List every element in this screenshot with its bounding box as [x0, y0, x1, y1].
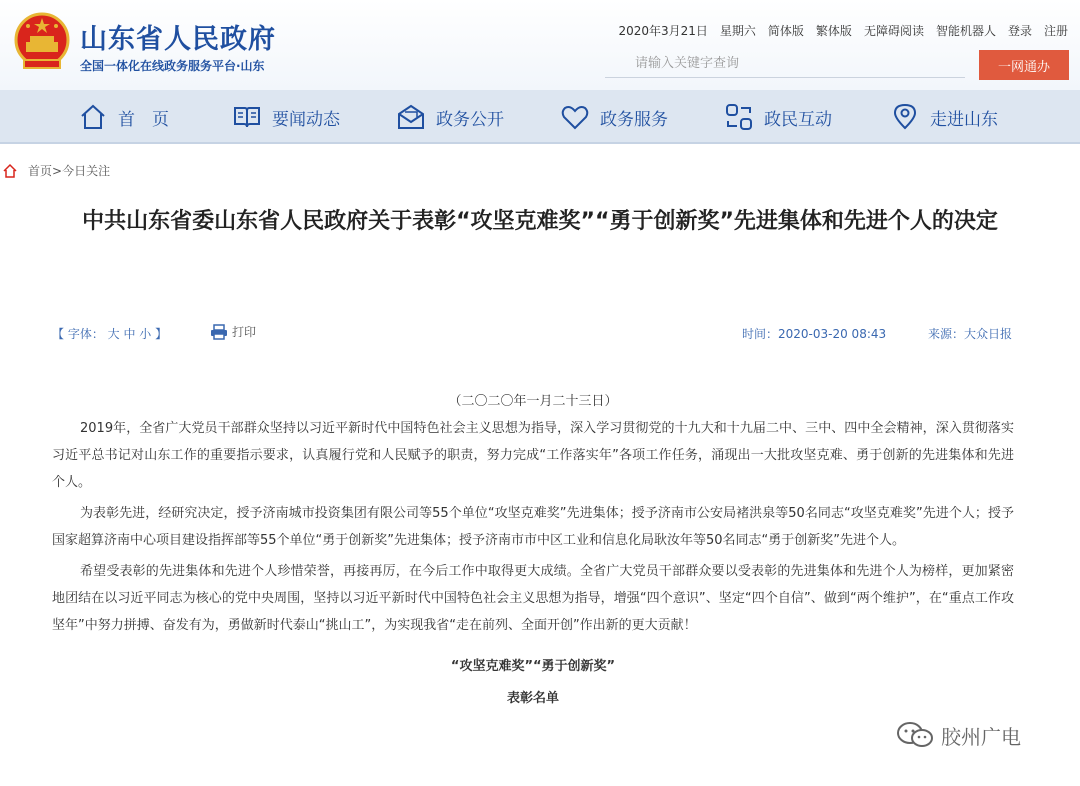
publish-time: 时间：2020-03-20 08:43 [742, 327, 887, 341]
breadcrumb [2, 162, 110, 179]
interaction-icon [724, 102, 754, 132]
article-date-line: （二〇二〇年一月二十三日） [448, 394, 618, 409]
smart-robot-link[interactable]: 智能机器人 [935, 24, 996, 38]
simplified-chinese-link[interactable]: 简体版 [767, 24, 804, 38]
breadcrumb-current[interactable]: 今日关注 [62, 164, 111, 178]
nav-label-home: 首 页 [118, 109, 169, 130]
wechat-icon [895, 720, 935, 750]
login-link[interactable]: 登录 [1007, 24, 1032, 38]
book-icon [232, 102, 262, 132]
nav-label-news: 要闻动态 [272, 109, 340, 130]
current-date: 2020年3月21日 [618, 24, 708, 38]
award-title: “攻坚克难奖”“勇于创新奖” [450, 659, 616, 674]
traditional-chinese-link[interactable]: 繁体版 [815, 24, 852, 38]
home-icon [2, 163, 18, 179]
article-body [52, 388, 1014, 712]
nav-label-gov-open: 政务公开 [436, 109, 504, 130]
nav-item-interaction[interactable] [724, 100, 832, 134]
breadcrumb-separator: > [52, 164, 63, 178]
article-paragraph: 希望受表彰的先进集体和先进个人珍惜荣誉，再接再厉，在今后工作中取得更大成绩。全省广大党员干部群众要以受表彰的先进集体和先进个人为榜样，更加紧密地团结在以习近平同志为核心的党中央周围，坚持以习近平新时代中国特色社会主义思想为指导，增强“四个意识”、坚定“四个自信”、做到“两个维护”，在“重点工作攻坚年”中努力拼搏、奋发有为，勇做新时代泰山“挑山工”，为实现我省“走在前列、全面开创”作出新的更大贡献！ [52, 564, 1014, 633]
nav-label-gov-service: 政务服务 [600, 109, 668, 130]
register-link[interactable]: 注册 [1043, 24, 1068, 38]
site-header [0, 0, 1080, 144]
site-subtitle: 全国一体化在线政务服务平台·山东 [80, 59, 265, 73]
envelope-icon [396, 102, 426, 132]
print-label: 打印 [232, 325, 257, 339]
article-title: 中共山东省委山东省人民政府关于表彰“攻坚克难奖”“勇于创新奖”先进集体和先进个人的决定 [82, 209, 998, 234]
breadcrumb-home[interactable]: 首页 [28, 164, 53, 178]
nav-item-news[interactable] [232, 100, 340, 134]
header-top [0, 0, 1080, 90]
award-subtitle: 表彰名单 [506, 691, 559, 706]
national-emblem-icon [14, 12, 70, 72]
search-input[interactable] [605, 50, 965, 78]
accessible-reading-link[interactable]: 无障碍阅读 [863, 24, 924, 38]
article-source: 来源：大众日报 [928, 327, 1013, 341]
current-weekday: 星期六 [719, 24, 756, 38]
watermark-text: 胶州广电 [941, 724, 1021, 749]
home-icon [78, 102, 108, 132]
nav-label-interaction: 政民互动 [764, 109, 832, 130]
nav-item-about[interactable] [890, 100, 998, 134]
font-size-control[interactable]: 【 字体： 大 中 小 】 [52, 327, 168, 341]
watermark [895, 720, 1021, 750]
nav-item-home[interactable] [78, 100, 169, 134]
heart-icon [560, 102, 590, 132]
top-links [618, 22, 1068, 39]
printer-icon [210, 324, 228, 340]
article-meta [52, 323, 1022, 343]
main-nav [0, 92, 1080, 142]
site-title[interactable]: 山东省人民政府 [80, 24, 276, 55]
article-paragraph: 为表彰先进，经研究决定，授予济南城市投资集团有限公司等55个单位“攻坚克难奖”先进集体；授予济南市公安局褚洪泉等50名同志“攻坚克难奖”先进个人；授予国家超算济南中心项目建设指挥部等55个单位“勇于创新奖”先进集体；授予济南市市中区工业和信息化局耿汝年等50名同志“勇于创新奖”先进个人。 [52, 506, 1014, 548]
print-button[interactable] [210, 323, 256, 340]
article-paragraph: 2019年，全省广大党员干部群众坚持以习近平新时代中国特色社会主义思想为指导，深入学习贯彻党的十九大和十九届二中、三中、四中全会精神，深入贯彻落实习近平总书记对山东工作的重要指示要求，认真履行党和人民赋予的职责，努力完成“工作落实年”各项工作任务，涌现出一大批攻坚克难、勇于创新的先进集体和先进个人。 [52, 421, 1014, 490]
nav-label-about: 走进山东 [930, 109, 998, 130]
location-pin-icon [890, 102, 920, 132]
nav-item-gov-service[interactable] [560, 100, 668, 134]
nav-item-gov-open[interactable] [396, 100, 504, 134]
one-network-button[interactable]: 一网通办 [979, 50, 1069, 80]
